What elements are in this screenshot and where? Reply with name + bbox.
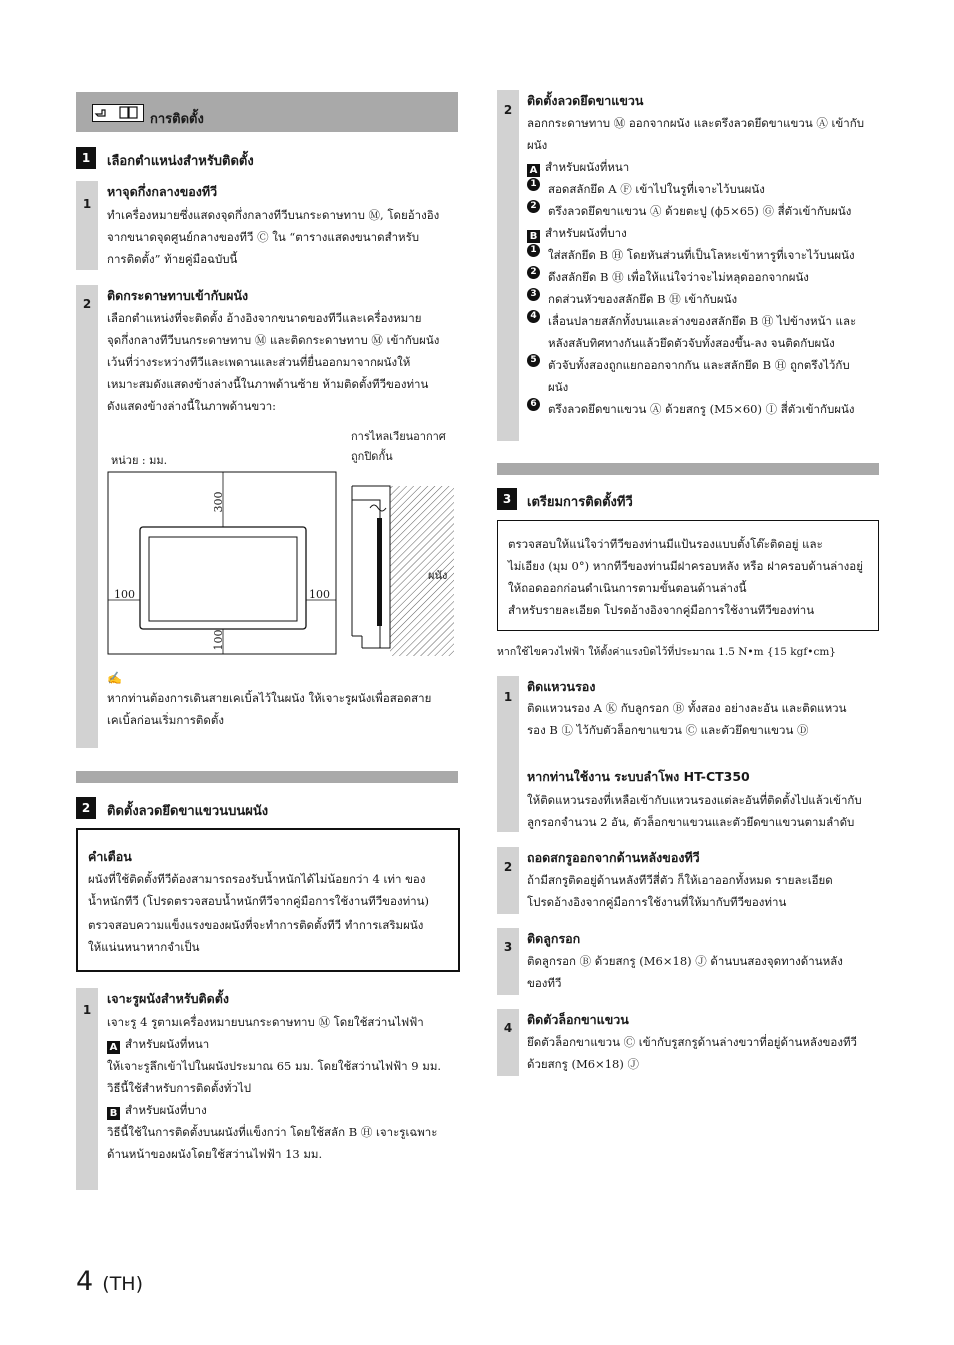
list-text: ตัวจับทั้งสองถูกแยกออกจากกัน และสลักยึด B Ⓗ ถูกตรึงไว้กับ — [548, 358, 850, 372]
step-title: ติดกระดาษทาบเข้ากับผนัง — [107, 288, 249, 303]
step-body — [527, 789, 877, 833]
page-number — [76, 1266, 143, 1297]
text-line: ให้แน่นหนาหากจำเป็น — [88, 940, 200, 954]
step-title: ติดลูกรอก — [527, 931, 581, 946]
list-text: ตรึงลวดยึดขาแขวน Ⓐ ด้วยตะปู (ϕ5×65) Ⓖ สี่ตัวเข้ากับผนัง — [548, 204, 852, 218]
text-line: เว้นที่ว่างระหว่างทีวีและเพดานและส่วนที่ยื่นออกมาจากผนังให้ — [107, 355, 411, 369]
section-3-title: เตรียมการติดตั้งทีวี — [527, 495, 633, 510]
list-text: ดึงสลักยึด B Ⓗ เพื่อให้แน่ใจว่าจะไม่หลุดออกจากผนัง — [548, 270, 809, 284]
notice-body — [508, 533, 874, 621]
list-item — [527, 200, 877, 222]
text-line: ด้วยสกรู (M6×18) Ⓙ — [527, 1057, 639, 1071]
text-line: จากขนาดจุดศูนย์กลางของทีวี Ⓒ ใน “ตารางแสดงขนาดสำหรับ — [107, 230, 420, 244]
step-title: ติดแหวนรอง — [527, 679, 596, 694]
text-line: วิธีนี้ใช้ในการติดตั้งบนผนังที่แข็งกว่า โดยใช้สลัก B Ⓗ เจาะรูเฉพาะ — [107, 1125, 438, 1139]
list-item — [527, 354, 877, 398]
text-line: ติดลูกรอก Ⓑ ด้วยสกรู (M6×18) Ⓙ ด้านบนสองจุดทางด้านหลัง — [527, 954, 843, 968]
text-line: ตรวจสอบให้แน่ใจว่าทีวีของท่านมีแป้นรองแบบตั้งโต๊ะติดอยู่ และ — [508, 537, 823, 551]
option-a — [107, 1033, 457, 1055]
step-body — [527, 697, 877, 741]
list-item — [527, 310, 877, 354]
step-number: 4 — [503, 1021, 513, 1035]
text-line: ทำเครื่องหมายซึ่งแสดงจุดกึ่งกลางทีวีบนกระดาษทาบ Ⓜ, โดยอ้างอิง — [107, 208, 440, 222]
step-gutter — [497, 1009, 519, 1076]
header-title: การติดตั้ง — [150, 112, 204, 127]
option-label: สำหรับผนังที่บาง — [545, 226, 627, 240]
text-line: ให้ติดแหวนรองที่เหลือเข้ากับแหวนรองแต่ละอันที่ติดตั้งไปแล้วเข้ากับ — [527, 793, 862, 807]
step-body — [527, 950, 877, 994]
number-badge: 1 — [527, 178, 540, 191]
step-gutter — [497, 90, 519, 441]
step-number: 1 — [82, 197, 92, 211]
list-text: ใส่สลักยึด B Ⓗ โดยหันส่วนที่เป็นโลหะเข้าหารูที่เจาะไว้บนผนัง — [548, 248, 855, 262]
page-number-value: 4 — [76, 1266, 94, 1297]
torque-note: หากใช้ไขควงไฟฟ้า ให้ตั้งค่าแรงบิดไว้ที่ประมาณ 1.5 N•m {15 kgf•cm} — [497, 646, 836, 658]
option-label: สำหรับผนังที่หนา — [545, 160, 630, 174]
list-item — [527, 244, 877, 266]
airflow-label-line2: ถูกปิดกั้น — [351, 450, 393, 463]
option-a — [527, 156, 877, 178]
option-b — [527, 222, 877, 244]
number-badge: 2 — [527, 266, 540, 279]
section-3-bar — [497, 463, 879, 475]
text-line: จุดกึ่งกลางทีวีบนกระดาษทาบ Ⓜ และติดกระดาษทาบ Ⓜ เข้ากับผนัง — [107, 333, 440, 347]
step-number: 2 — [503, 860, 513, 874]
text-line: ตรวจสอบความแข็งแรงของผนังที่จะทำการติดตั้งทีวี ทำการเสริมผนัง — [88, 918, 424, 932]
list-item — [527, 266, 877, 288]
step-number: 2 — [82, 297, 92, 311]
dim-right: 100 — [309, 588, 330, 601]
text-line: ของทีวี — [527, 976, 562, 990]
page-language: (TH) — [102, 1273, 143, 1295]
box-a-icon: A — [527, 164, 540, 177]
list-text: สอดสลักยึด A Ⓕ เข้าไปในรูที่เจาะไว้บนผนัง — [548, 182, 765, 196]
step-gutter — [497, 847, 519, 914]
note-pencil-icon: ✍ — [107, 671, 122, 685]
box-b-icon: B — [527, 230, 540, 243]
text-line: น้ำหนักทีวี (โปรดตรวจสอบน้ำหนักทีวีจากคู่มือการใช้งานทีวีของท่าน) — [88, 894, 429, 908]
airflow-label-line1: การไหลเวียนอากาศ — [351, 430, 446, 443]
warning-title: คำเตือน — [88, 849, 132, 864]
step-body — [527, 869, 877, 913]
number-badge: 6 — [527, 398, 540, 411]
list-text: ผนัง — [548, 380, 569, 394]
list-item — [527, 178, 877, 200]
step-number: 1 — [503, 690, 513, 704]
text-line: ไม่เอียง (มุม 0°) หากทีวีของท่านมีฝาครอบหลัง หรือ ฝาครอบด้านล่างอยู่ — [508, 559, 863, 573]
step-body — [527, 112, 877, 420]
manual-reference-icon — [92, 104, 144, 122]
text-line: ให้เจาะรูลึกเข้าไปในผนังประมาณ 65 มม. โดยใช้สว่านไฟฟ้า 9 มม. — [107, 1059, 442, 1073]
note-body — [107, 687, 457, 731]
section-2-number: 2 — [76, 797, 96, 819]
warning-body — [88, 868, 452, 958]
text-line: ผนังที่ใช้ติดตั้งทีวีต้องสามารถรองรับน้ำหนักได้ไม่น้อยกว่า 4 เท่า ของ — [88, 872, 426, 886]
step-gutter — [76, 988, 98, 1190]
number-badge: 4 — [527, 310, 540, 323]
section-1-title: เลือกตำแหน่งสำหรับติดตั้ง — [107, 154, 254, 169]
text-line: ดังแสดงข้างล่างนี้ในภาพด้านขวา: — [107, 399, 277, 413]
dim-left: 100 — [114, 588, 135, 601]
list-item — [527, 398, 877, 420]
text-line: สำหรับรายละเอียด โปรดอ้างอิงจากคู่มือการใช้งานทีวีของท่าน — [508, 603, 815, 617]
step-gutter — [497, 928, 519, 995]
section-1-number: 1 — [76, 147, 96, 169]
step-gutter — [76, 181, 98, 270]
step-body — [107, 307, 457, 417]
option-label: สำหรับผนังที่บาง — [125, 1103, 207, 1117]
number-badge: 3 — [527, 288, 540, 301]
step-gutter — [76, 285, 98, 748]
text-line: โปรดอ้างอิงจากคู่มือการใช้งานที่ให้มากับทีวีของท่าน — [527, 895, 787, 909]
text-line: ติดแหวนรอง A Ⓚ กับลูกรอก Ⓑ ทั้งสอง อย่างละอัน และติดแหวน — [527, 701, 847, 715]
step-title: ติดตัวล็อกขาแขวน — [527, 1012, 629, 1027]
number-badge: 1 — [527, 244, 540, 257]
text-line: ผนัง — [527, 138, 548, 152]
list-item — [527, 288, 877, 310]
section-2-bar — [76, 771, 458, 783]
text-line: ด้านหน้าของผนังโดยใช้สว่านไฟฟ้า 13 มม. — [107, 1147, 323, 1161]
diagram-unit-label: หน่วย : มม. — [111, 454, 168, 467]
step-title: ถอดสกรูออกจากด้านหลังของทีวี — [527, 850, 700, 865]
step-number: 1 — [82, 1003, 92, 1017]
step-body — [527, 1031, 877, 1075]
box-b-icon: B — [107, 1107, 120, 1120]
step-number: 2 — [503, 103, 513, 117]
step-title: หาจุดกึ่งกลางของทีวี — [107, 184, 218, 199]
step-number: 3 — [503, 940, 513, 954]
text-line: หากท่านต้องการเดินสายเคเบิ้ลไว้ในผนัง ให้เจาะรูผนังเพื่อสอดสาย — [107, 691, 432, 705]
text-line: รอง B Ⓛ ไว้กับตัวล็อกขาแขวน Ⓒ และตัวยึดขาแขวน Ⓓ — [527, 723, 809, 737]
text-line: วิธีนี้ใช้สำหรับการติดตั้งทั่วไป — [107, 1081, 252, 1095]
text-line: ลูกรอกจำนวน 2 อัน, ตัวล็อกขาแขวนและตัวยึดขาแขวนตามลำดับ — [527, 815, 855, 829]
list-text: กดส่วนหัวของสลักยึด B Ⓗ เข้ากับผนัง — [548, 292, 738, 306]
text-line: ให้ถอดออกก่อนดำเนินการตามขั้นตอนด้านล่างนี้ — [508, 581, 747, 595]
wall-clearance-diagram — [100, 460, 460, 660]
dim-bottom: 100 — [212, 629, 225, 651]
section-2-title: ติดตั้งลวดยึดขาแขวนบนผนัง — [107, 804, 269, 819]
option-b — [107, 1099, 457, 1121]
list-text: เลื่อนปลายสลักทั้งบนและล่างของสลักยึด B Ⓗ ไปข้างหน้า และ — [548, 314, 857, 328]
option-label: สำหรับผนังที่หนา — [125, 1037, 210, 1051]
step-title: ติดตั้งลวดยึดขาแขวน — [527, 93, 644, 108]
step-title: เจาะรูผนังสำหรับติดตั้ง — [107, 991, 230, 1006]
text-line: ลอกกระดาษทาบ Ⓜ ออกจากผนัง และตรึงลวดยึดขาแขวน Ⓐ เข้ากับ — [527, 116, 865, 130]
number-badge: 2 — [527, 200, 540, 213]
step-body — [107, 204, 457, 270]
list-text: ตรึงลวดยึดขาแขวน Ⓐ ด้วยสกรู (M5×60) Ⓘ สี่ตัวเข้ากับผนัง — [548, 402, 855, 416]
step-body — [107, 1011, 457, 1165]
text-line: เจาะรู 4 รูตามเครื่องหมายบนกระดาษทาบ Ⓜ โดยใช้สว่านไฟฟ้า — [107, 1015, 424, 1029]
section-3-number: 3 — [497, 488, 517, 510]
sub-heading: หากท่านใช้งาน ระบบลำโพง HT-CT350 — [527, 769, 750, 784]
text-line: การติดตั้ง” ท้ายคู่มือฉบับนี้ — [107, 252, 238, 266]
text-line: ถ้ามีสกรูติดอยู่ด้านหลังทีวีสี่ตัว ก็ให้เอาออกทั้งหมด รายละเอียด — [527, 873, 833, 887]
list-text: หลังสลับทิศทางกันแล้วยึดตัวจับทั้งสองขึ้น-ลง จนติดกับผนัง — [548, 336, 835, 350]
number-badge: 5 — [527, 354, 540, 367]
text-line: ยึดตัวล็อกขาแขวน Ⓒ เข้ากับรูสกรูด้านล่างขวาที่อยู่ด้านหลังของทีวี — [527, 1035, 857, 1049]
wall-label: ผนัง — [428, 569, 448, 582]
dim-top: 300 — [212, 491, 225, 513]
text-line: เหมาะสมดังแสดงข้างล่างนี้ในภาพด้านซ้าย ห้ามติดตั้งทีวีของท่าน — [107, 377, 429, 391]
box-a-icon: A — [107, 1041, 120, 1054]
text-line: เคเบิ้ลก่อนเริ่มการติดตั้ง — [107, 713, 224, 727]
text-line: เลือกตำแหน่งที่จะติดตั้ง อ้างอิงจากขนาดของทีวีและเครื่องหมาย — [107, 311, 422, 325]
